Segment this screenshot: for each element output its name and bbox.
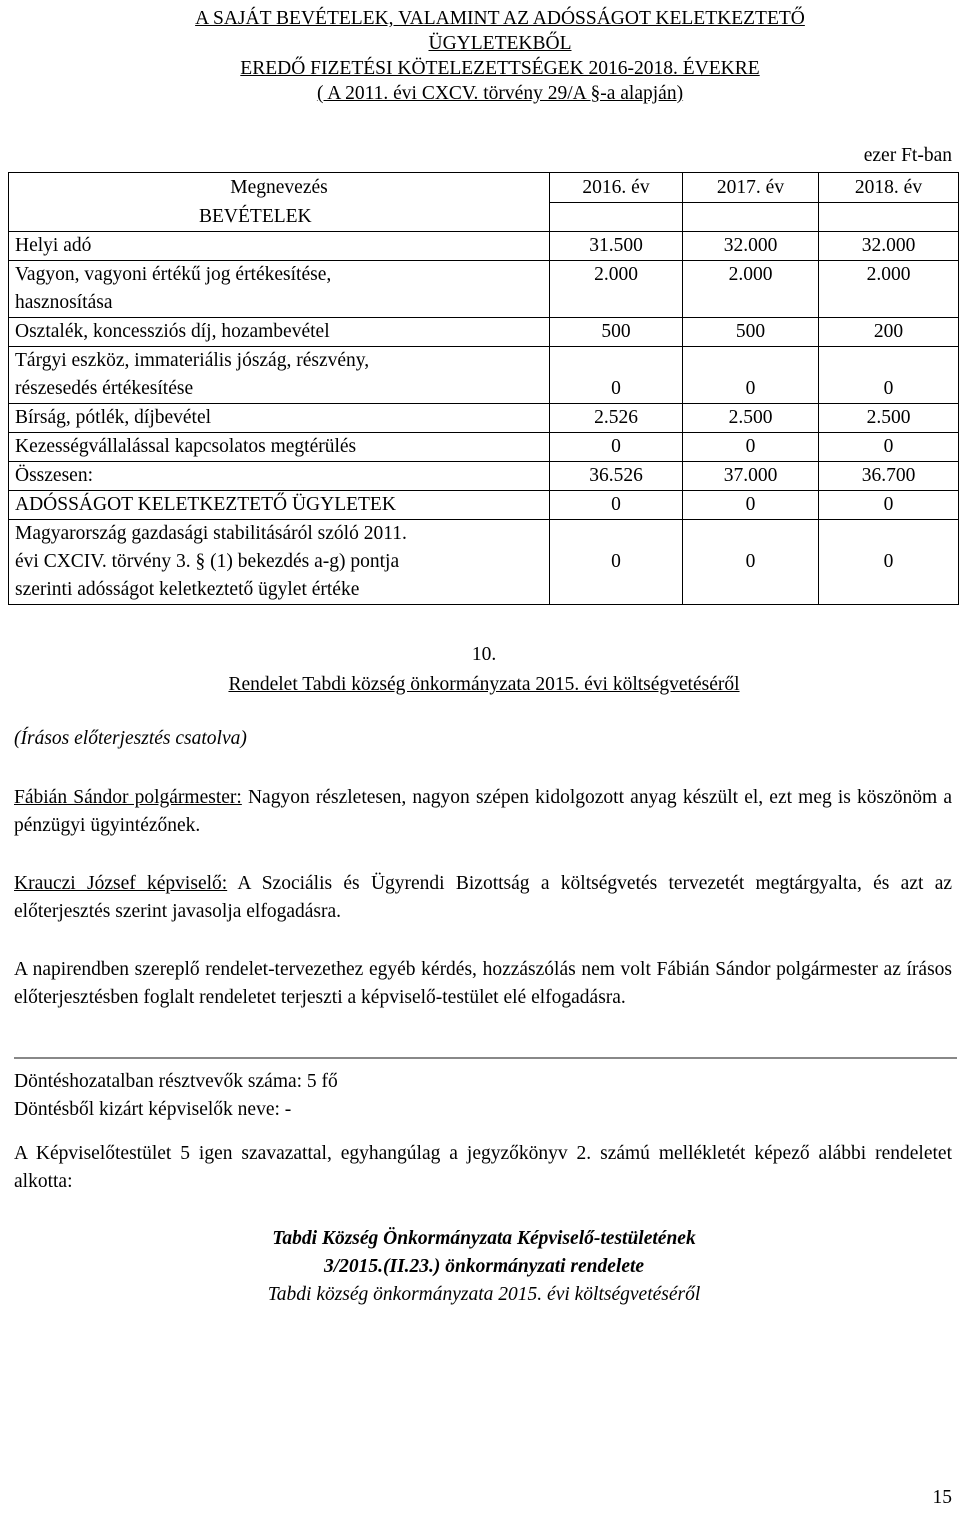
table-row <box>9 231 959 260</box>
table-header-row <box>9 173 959 203</box>
cell-2018: 2.500 <box>819 403 959 432</box>
agenda-number: 10. <box>471 644 497 665</box>
representative-statement-text: A Szociális és Ügyrendi Bizottság a költségvetés tervezetét megtárgyalta, és azt az előterjesztés szerint javasolja elfogadásra. <box>14 873 953 922</box>
divider <box>14 1057 957 1059</box>
table-row <box>9 519 959 604</box>
header-year-1: 2016. év <box>550 173 683 203</box>
cell-2017: 37.000 <box>683 461 819 490</box>
cell-2017: 0 <box>683 490 819 519</box>
ordinance-heading <box>0 1225 960 1309</box>
participants-count: Döntéshozatalban résztvevők száma: 5 fő <box>14 1071 338 1092</box>
row-label: Tárgyi eszköz, immateriális jószág, részvény, részesedés értékesítése <box>9 346 550 403</box>
heading-line-2: ÜGYLETEKBŐL <box>428 33 572 54</box>
table-row-total <box>9 461 959 490</box>
cell-2018: 32.000 <box>819 231 959 260</box>
row-label: Magyarország gazdasági stabilitásáról szóló 2011. évi CXCIV. törvény 3. § (1) bekezdés a-g) pontja szerinti adósságot keletkeztető ügylet értéke <box>9 519 550 604</box>
heading-line-1: A SAJÁT BEVÉTELEK, VALAMINT AZ ADÓSSÁGOT KELETKEZTETŐ <box>195 8 805 29</box>
attachment-note: (Írásos előterjesztés csatolva) <box>14 728 247 749</box>
header-year-3: 2018. év <box>819 173 959 203</box>
document-heading <box>60 6 940 106</box>
mayor-statement-text: Nagyon részletesen, nagyon szépen kidolgozott anyag készült el, ezt meg is köszönöm a pénzügyi ügyintézőnek. <box>14 787 953 836</box>
cell-2016: 2.000 <box>550 260 683 317</box>
cell-2018: 0 <box>819 346 959 403</box>
cell-2016: 2.526 <box>550 403 683 432</box>
table-row <box>9 432 959 461</box>
excluded-members: Döntésből kizárt képviselők neve: - <box>14 1099 292 1120</box>
ordinance-heading-line-3: Tabdi község önkormányzata 2015. évi költségvetéséről <box>267 1284 701 1305</box>
cell-2017: 500 <box>683 317 819 346</box>
table-row <box>9 260 959 317</box>
cell-2017: 2.500 <box>683 403 819 432</box>
cell-2017: 32.000 <box>683 231 819 260</box>
cell-2017: 0 <box>683 519 819 604</box>
cell-2017: 2.000 <box>683 260 819 317</box>
page-number: 15 <box>932 1487 952 1508</box>
speaker-mayor: Fábián Sándor polgármester: <box>14 787 242 808</box>
cell-2018: 0 <box>819 490 959 519</box>
cell-2018: 0 <box>819 432 959 461</box>
cell-2018: 0 <box>819 519 959 604</box>
ordinance-heading-line-2: 3/2015.(II.23.) önkormányzati rendelete <box>323 1256 645 1277</box>
section-row-revenues <box>9 203 959 232</box>
row-label: Helyi adó <box>9 231 550 260</box>
representative-statement <box>14 870 952 926</box>
cell-2016: 0 <box>550 346 683 403</box>
cell-2016: 0 <box>550 432 683 461</box>
row-label: Kezességvállalással kapcsolatos megtérülés <box>9 432 550 461</box>
row-label: Osztalék, koncessziós díj, hozambevétel <box>9 317 550 346</box>
heading-line-4: ( A 2011. évi CXCV. törvény 29/A §-a alapján) <box>316 83 684 104</box>
financial-table <box>8 172 959 605</box>
row-label: Összesen: <box>9 461 550 490</box>
ordinance-heading-line-1: Tabdi Község Önkormányzata Képviselő-testületének <box>272 1228 696 1249</box>
table-row <box>9 403 959 432</box>
row-label: Vagyon, vagyoni értékű jog értékesítése, hasznosítása <box>9 260 550 317</box>
decision-text: A Képviselőtestület 5 igen szavazattal, egyhangúlag a jegyzőkönyv 2. számú mellékletét képező alábbi rendeletet alkotta: <box>14 1143 952 1192</box>
table-row <box>9 490 959 519</box>
header-year-2: 2017. év <box>683 173 819 203</box>
cell-2017: 0 <box>683 432 819 461</box>
table-row <box>9 346 959 403</box>
mayor-statement <box>14 784 952 840</box>
cell-2018: 200 <box>819 317 959 346</box>
section-label-revenues: BEVÉTELEK <box>9 203 550 232</box>
header-name: Megnevezés <box>9 173 550 203</box>
cell-2018: 2.000 <box>819 260 959 317</box>
row-label: ADÓSSÁGOT KELETKEZTETŐ ÜGYLETEK <box>9 490 550 519</box>
cell-2016: 36.526 <box>550 461 683 490</box>
cell-2016: 0 <box>550 519 683 604</box>
speaker-representative: Krauczi József képviselő: <box>14 873 228 894</box>
cell-2016: 500 <box>550 317 683 346</box>
cell-2016: 0 <box>550 490 683 519</box>
cell-2016: 31.500 <box>550 231 683 260</box>
ordinance-title: Rendelet Tabdi község önkormányzata 2015. évi költségvetéséről <box>228 674 740 695</box>
cell-2017: 0 <box>683 346 819 403</box>
table-row <box>9 317 959 346</box>
agenda-summary: A napirendben szereplő rendelet-tervezethez egyéb kérdés, hozzászólás nem volt Fábián Sándor polgármester az írásos előterjesztésben foglalt rendeletet terjeszti a képviselő-testület elé elfogadásra. <box>14 959 952 1008</box>
unit-label: ezer Ft-ban <box>863 145 952 166</box>
heading-line-3: EREDŐ FIZETÉSI KÖTELEZETTSÉGEK 2016-2018. ÉVEKRE <box>240 58 760 79</box>
cell-2018: 36.700 <box>819 461 959 490</box>
row-label: Bírság, pótlék, díjbevétel <box>9 403 550 432</box>
